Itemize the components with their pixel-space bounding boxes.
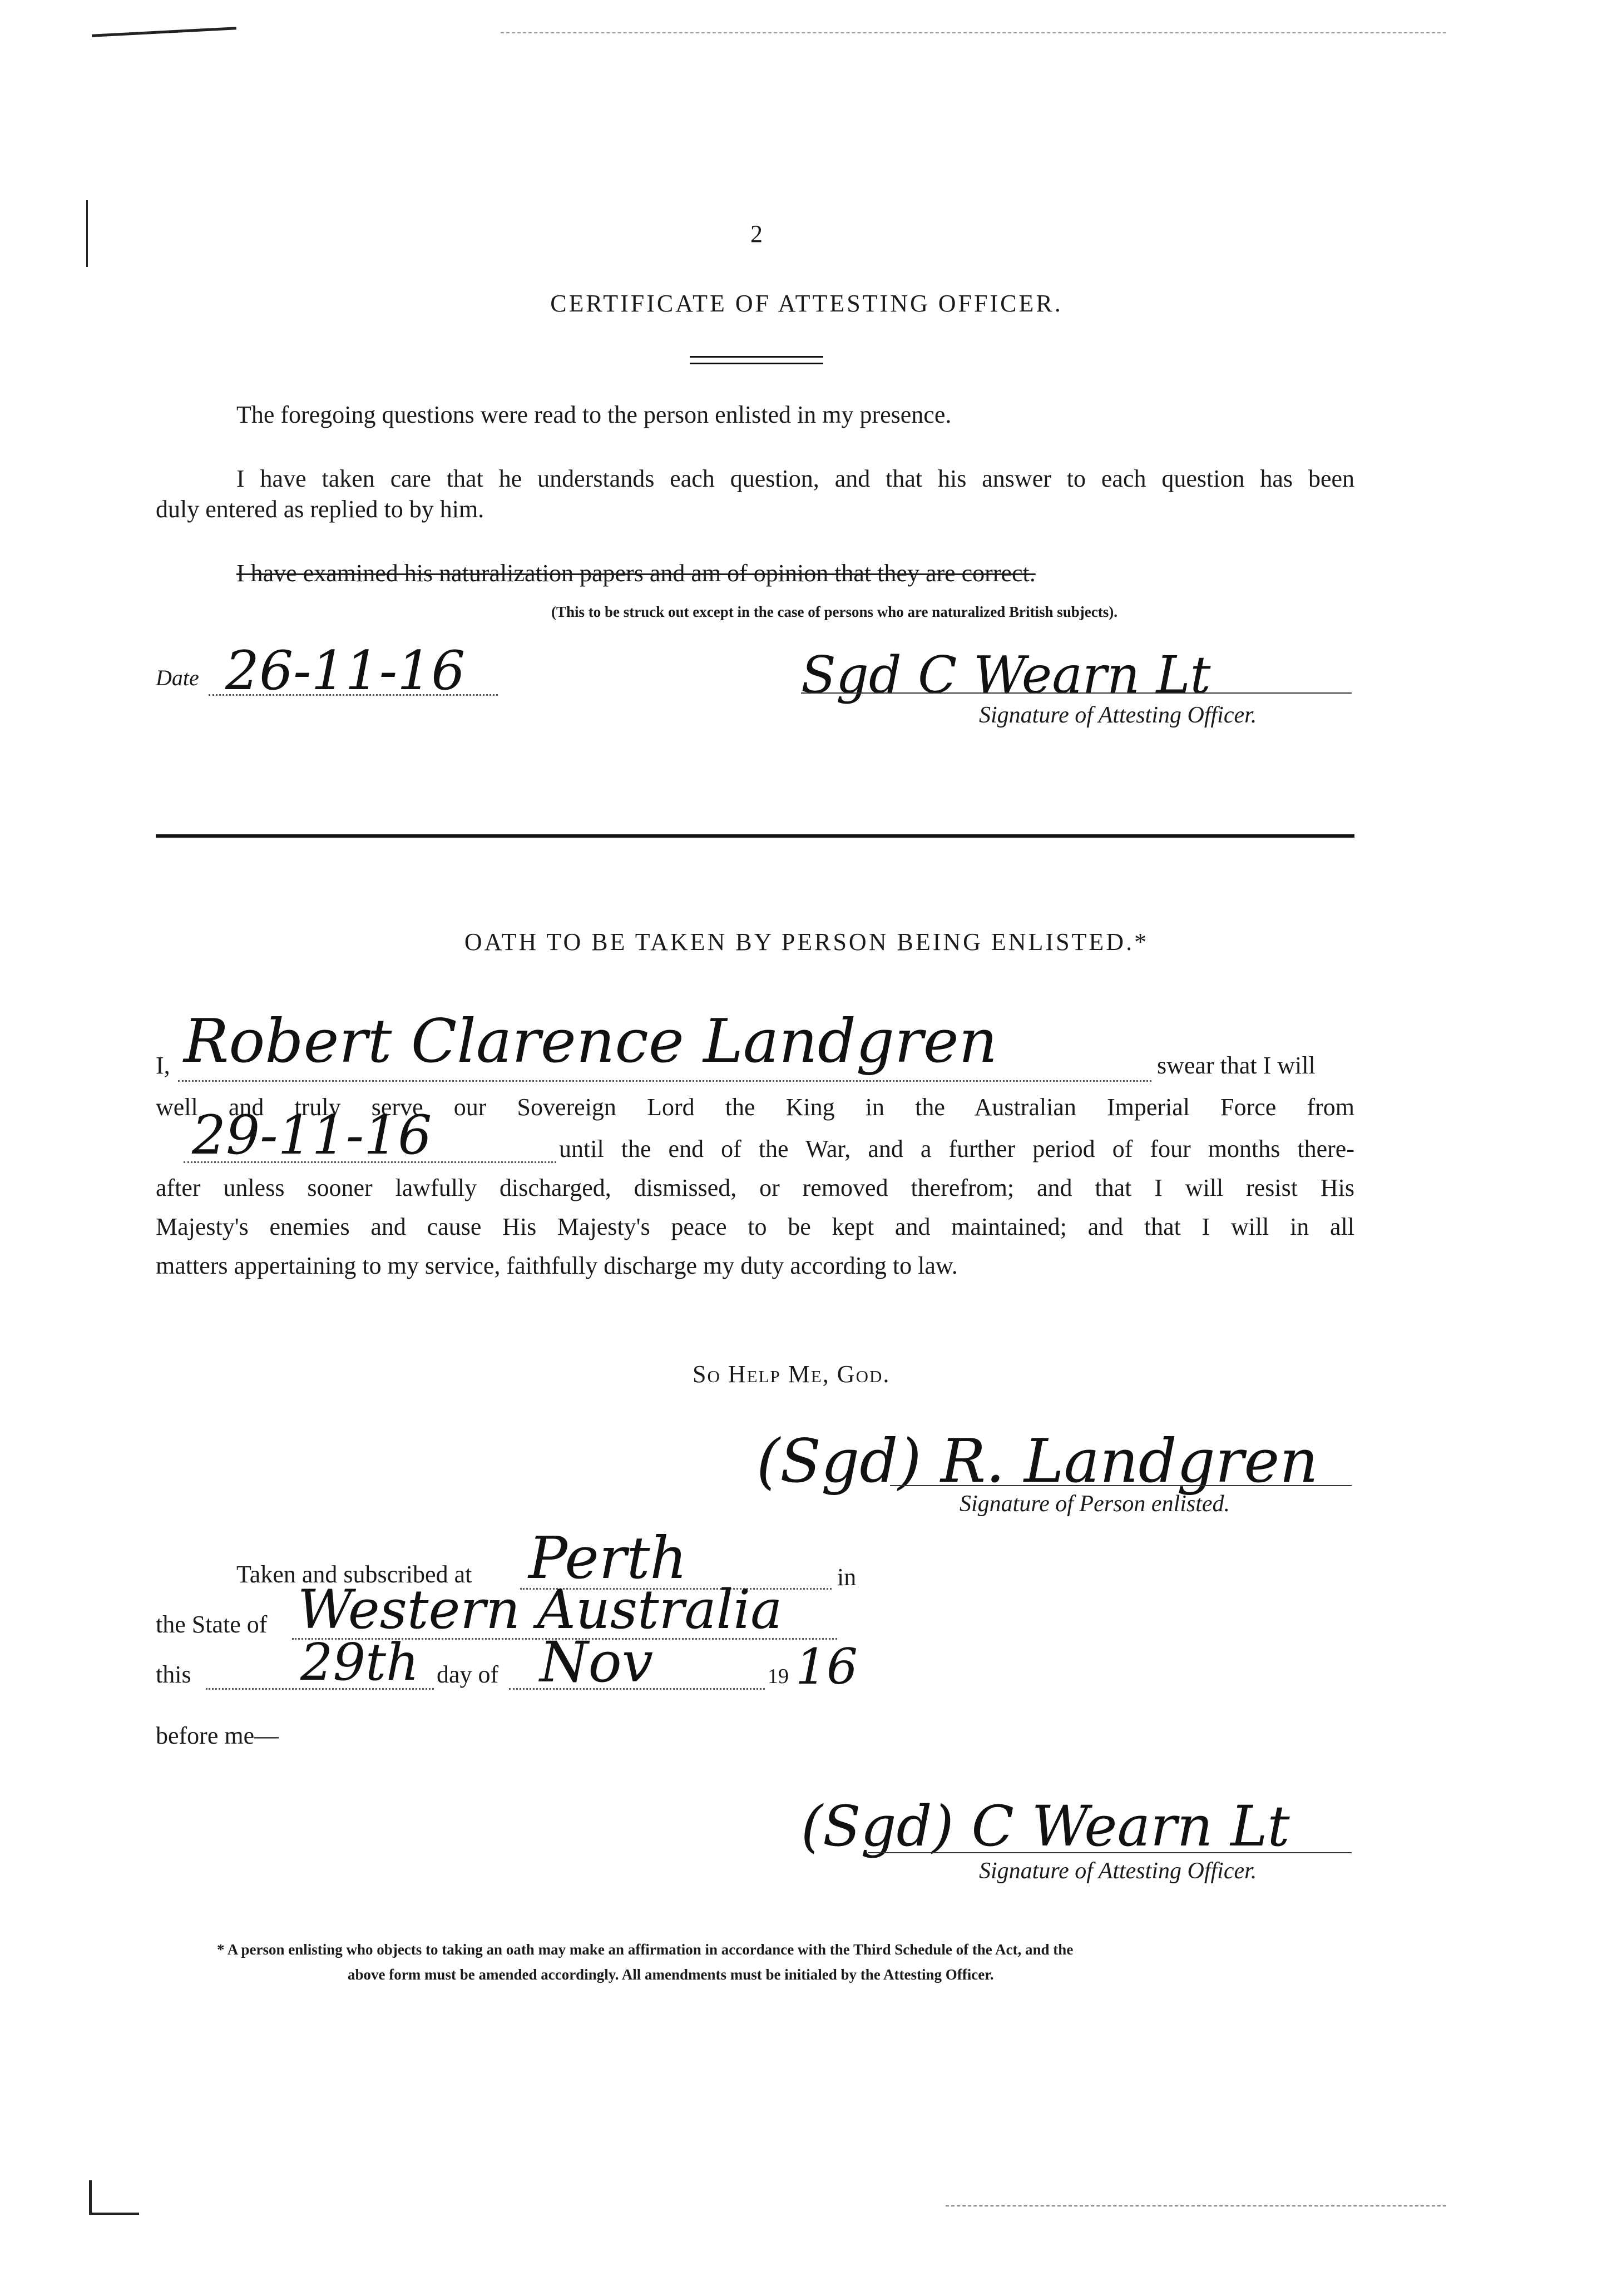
- heading-double-rule-top: [690, 356, 823, 358]
- footnote-line-1: * A person enlisting who objects to taking an oath may make an affirmation in accordance with the Third Schedule of the Act, and the: [217, 1941, 1074, 1958]
- date-label: Date: [156, 665, 199, 690]
- year-value: 16: [795, 1638, 858, 1695]
- scan-edge-top-left: [92, 27, 236, 37]
- state-value: Western Australia: [298, 1578, 783, 1641]
- state-label: the State of: [156, 1611, 268, 1638]
- so-help-me-god: So Help Me, God.: [693, 1360, 891, 1388]
- naturalization-note: (This to be struck out except in the case of persons who are naturalized British subjects).: [551, 603, 1117, 620]
- enlistee-signature-line: [890, 1485, 1352, 1486]
- attesting-officer-caption: Signature of Attesting Officer.: [979, 702, 1257, 728]
- certificate-para-1: The foregoing questions were read to the person enlisted in my presence.: [236, 401, 952, 428]
- before-me-label: before me—: [156, 1722, 279, 1749]
- officer-signature-line: [868, 1852, 1352, 1853]
- year-prefix: 19: [768, 1665, 789, 1688]
- signature-line-1: [801, 692, 1352, 694]
- month-value: Nov: [540, 1630, 654, 1695]
- oath-line-6: matters appertaining to my service, faithfully discharge my duty according to law.: [156, 1252, 958, 1279]
- scan-edge-top: [501, 32, 1446, 33]
- scan-edge-left: [86, 200, 88, 267]
- scan-edge-bottom-left-foot: [89, 2213, 139, 2215]
- certificate-heading: CERTIFICATE OF ATTESTING OFFICER.: [550, 290, 1063, 317]
- officer-signature-caption: Signature of Attesting Officer.: [979, 1858, 1257, 1884]
- taken-subscribed-label: Taken and subscribed at: [236, 1561, 472, 1588]
- oath-heading: OATH TO BE TAKEN BY PERSON BEING ENLISTED.*: [464, 928, 1149, 956]
- certificate-para-2-line-1: I have taken care that he understands each question, and that his answer to each question has been: [236, 465, 1354, 492]
- enlistee-name: Robert Clarence Landgren: [184, 1007, 998, 1076]
- this-label: this: [156, 1661, 191, 1688]
- section-divider: [156, 834, 1354, 838]
- naturalization-struck-text: I have examined his naturalization papers and am of opinion that they are correct.: [236, 560, 1036, 587]
- in-label: in: [837, 1563, 857, 1591]
- oath-i-label: I,: [156, 1052, 170, 1079]
- oath-line-2: well and truly serve our Sovereign Lord the King in the Australian Imperial Force from: [156, 1093, 1354, 1121]
- enlistee-name-line: [178, 1080, 1151, 1082]
- attesting-officer-signature: Sgd C Wearn Lt: [801, 645, 1211, 705]
- scan-edge-bottom: [946, 2205, 1446, 2206]
- officer-signature: (Sgd) C Wearn Lt: [801, 1794, 1290, 1859]
- enlistee-signature: (Sgd) R. Landgren: [756, 1427, 1318, 1496]
- oath-line-4: after unless sooner lawfully discharged, dismissed, or removed therefrom; and that I will resist His: [156, 1174, 1354, 1201]
- oath-line-3-end: until the end of the War, and a further period of four months there-: [559, 1135, 1354, 1162]
- date-value: 26-11-16: [225, 640, 466, 702]
- scan-edge-bottom-left: [89, 2180, 92, 2214]
- page-number: 2: [750, 220, 763, 248]
- place-value: Perth: [528, 1524, 688, 1592]
- day-of-label: day of: [437, 1661, 499, 1688]
- heading-double-rule-bottom: [690, 363, 823, 364]
- footnote-line-2: above form must be amended accordingly. All amendments must be initialed by the Attesting Officer.: [348, 1966, 994, 1983]
- oath-line-1-end: swear that I will: [1157, 1052, 1316, 1079]
- day-value: 29th: [300, 1632, 419, 1692]
- enlistee-signature-caption: Signature of Person enlisted.: [960, 1491, 1230, 1517]
- certificate-para-2-line-2: duly entered as replied to by him.: [156, 496, 484, 523]
- from-date: 29-11-16: [192, 1104, 432, 1166]
- oath-line-5: Majesty's enemies and cause His Majesty's peace to be kept and maintained; and that I will in all: [156, 1213, 1354, 1240]
